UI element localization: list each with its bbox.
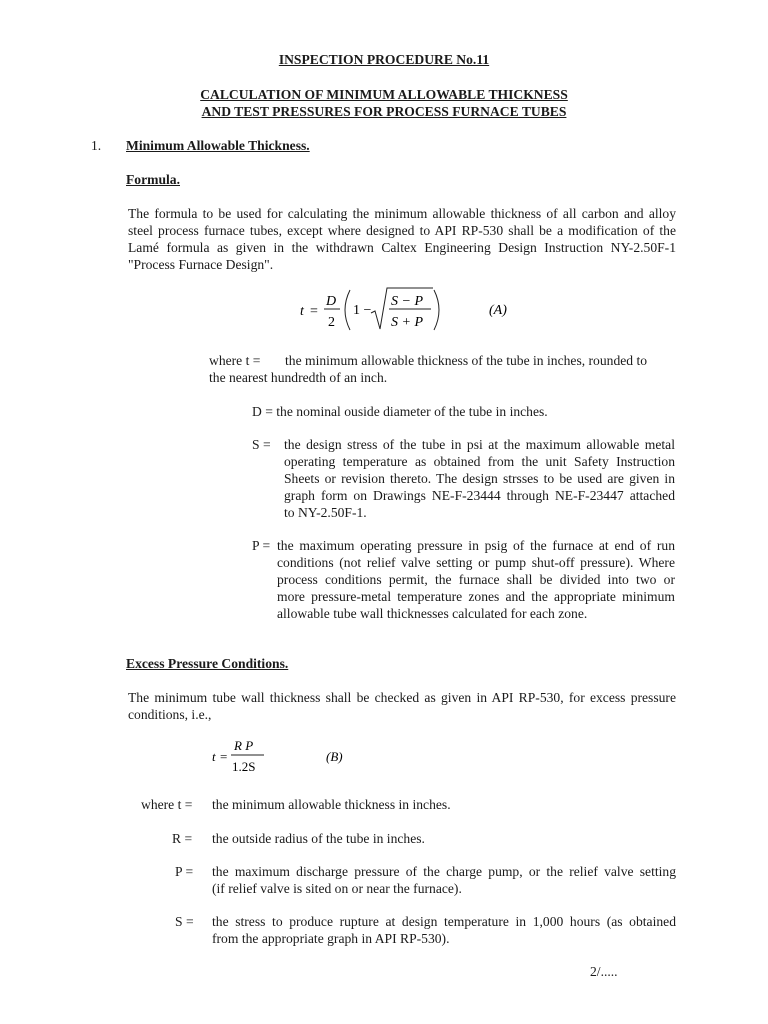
s-definition-line: operating temperature as obtained from the unit Safety Instruction (284, 454, 675, 469)
excess-def-text-r: the outside radius of the tube in inches. (212, 831, 425, 846)
excess-intro-line: The minimum tube wall thickness shall be checked as given in API RP-530, for excess pressure (128, 690, 676, 705)
s-definition (284, 436, 675, 521)
intro-line: Lamé formula as given in the withdrawn Caltex Engineering Design Instruction NY-2.50F-1 (128, 240, 676, 255)
formula-b (206, 736, 356, 778)
formula-b-equals: = (220, 749, 228, 764)
formula-a-label: (A) (489, 303, 507, 318)
where-t-label: where t = (209, 353, 261, 368)
formula-heading: Formula. (126, 172, 180, 187)
formula-b-denominator: 1.2S (232, 759, 256, 774)
s-definition-line: graph form on Drawings NE-F-23444 through NE-F-23447 attached (284, 488, 675, 503)
formula-b-t: t (212, 749, 216, 764)
formula-a-two: 2 (328, 315, 335, 330)
p-definition-line: more pressure-metal temperature zones and the appropriate minimum (277, 589, 675, 604)
formula-a-t: t (300, 304, 304, 319)
formula-b-label: (B) (326, 749, 343, 764)
formula-a (296, 284, 526, 336)
formula-a-denominator: S + P (391, 315, 423, 330)
section-heading: Minimum Allowable Thickness. (126, 138, 310, 153)
excess-def-label-r: R = (172, 831, 193, 846)
p-definition-line: allowable tube wall thicknesses calculated for each zone. (277, 606, 588, 621)
excess-def-text-p (212, 863, 676, 897)
intro-paragraph (128, 205, 676, 273)
s-definition-line: the design stress of the tube in psi at the maximum allowable metal (284, 437, 675, 452)
formula-a-left-paren (345, 290, 350, 330)
excess-def-label-s: S = (175, 914, 194, 929)
excess-def-line: (if relief valve is sited on or near the furnace). (212, 881, 462, 896)
p-definition-label: P = (252, 538, 271, 553)
excess-def-text-t: the minimum allowable thickness in inches. (212, 797, 451, 812)
p-definition (277, 537, 675, 622)
excess-heading: Excess Pressure Conditions. (126, 656, 289, 671)
formula-b-numerator: R P (234, 738, 254, 753)
formula-a-one-minus: 1 − (353, 303, 372, 318)
intro-line: steel process furnace tubes, except where designed to API RP-530 shall be a modification of the (128, 223, 676, 238)
s-definition-line: to NY-2.50F-1. (284, 505, 367, 520)
excess-def-label-t: where t = (141, 797, 193, 812)
p-definition-line: conditions (not relief valve setting or pump shut-off pressure). Where (277, 555, 675, 570)
where-t-text-continued: the nearest hundredth of an inch. (209, 370, 388, 385)
d-definition: D = the nominal ouside diameter of the tube in inches. (252, 404, 548, 419)
excess-def-line: the stress to produce rupture at design temperature in 1,000 hours (as obtained (212, 914, 676, 929)
formula-a-right-paren (434, 290, 439, 330)
document-subtitle-line1: CALCULATION OF MINIMUM ALLOWABLE THICKNESS (200, 87, 568, 102)
p-definition-line: the maximum operating pressure in psig of the furnace at end of run (277, 538, 675, 553)
excess-def-text-s (212, 913, 676, 947)
formula-a-numerator: S − P (391, 294, 423, 309)
section-number: 1. (91, 138, 102, 153)
excess-def-line: from the appropriate graph in API RP-530). (212, 931, 450, 946)
page-continuation-marker: 2/..... (590, 964, 618, 979)
s-definition-line: Sheets or revision thereto. The design strsses to be used are given in (284, 471, 675, 486)
intro-line: "Process Furnace Design". (128, 257, 274, 272)
where-t-text: the minimum allowable thickness of the tube in inches, rounded to (285, 353, 648, 368)
s-definition-label: S = (252, 437, 271, 452)
excess-def-line: the maximum discharge pressure of the charge pump, or the relief valve setting (212, 864, 676, 879)
document-title: INSPECTION PROCEDURE No.11 (278, 52, 490, 67)
formula-a-equals: = (310, 304, 318, 319)
p-definition-line: process conditions permit, the furnace shall be divided into two or (277, 572, 675, 587)
document-subtitle-line2: AND TEST PRESSURES FOR PROCESS FURNACE TUBES (201, 104, 567, 119)
intro-line: The formula to be used for calculating the minimum allowable thickness of all carbon and alloy (128, 206, 676, 221)
excess-intro-line: conditions, i.e., (128, 707, 212, 722)
formula-a-d: D (326, 294, 337, 309)
excess-def-label-p: P = (175, 864, 194, 879)
excess-intro (128, 689, 676, 723)
